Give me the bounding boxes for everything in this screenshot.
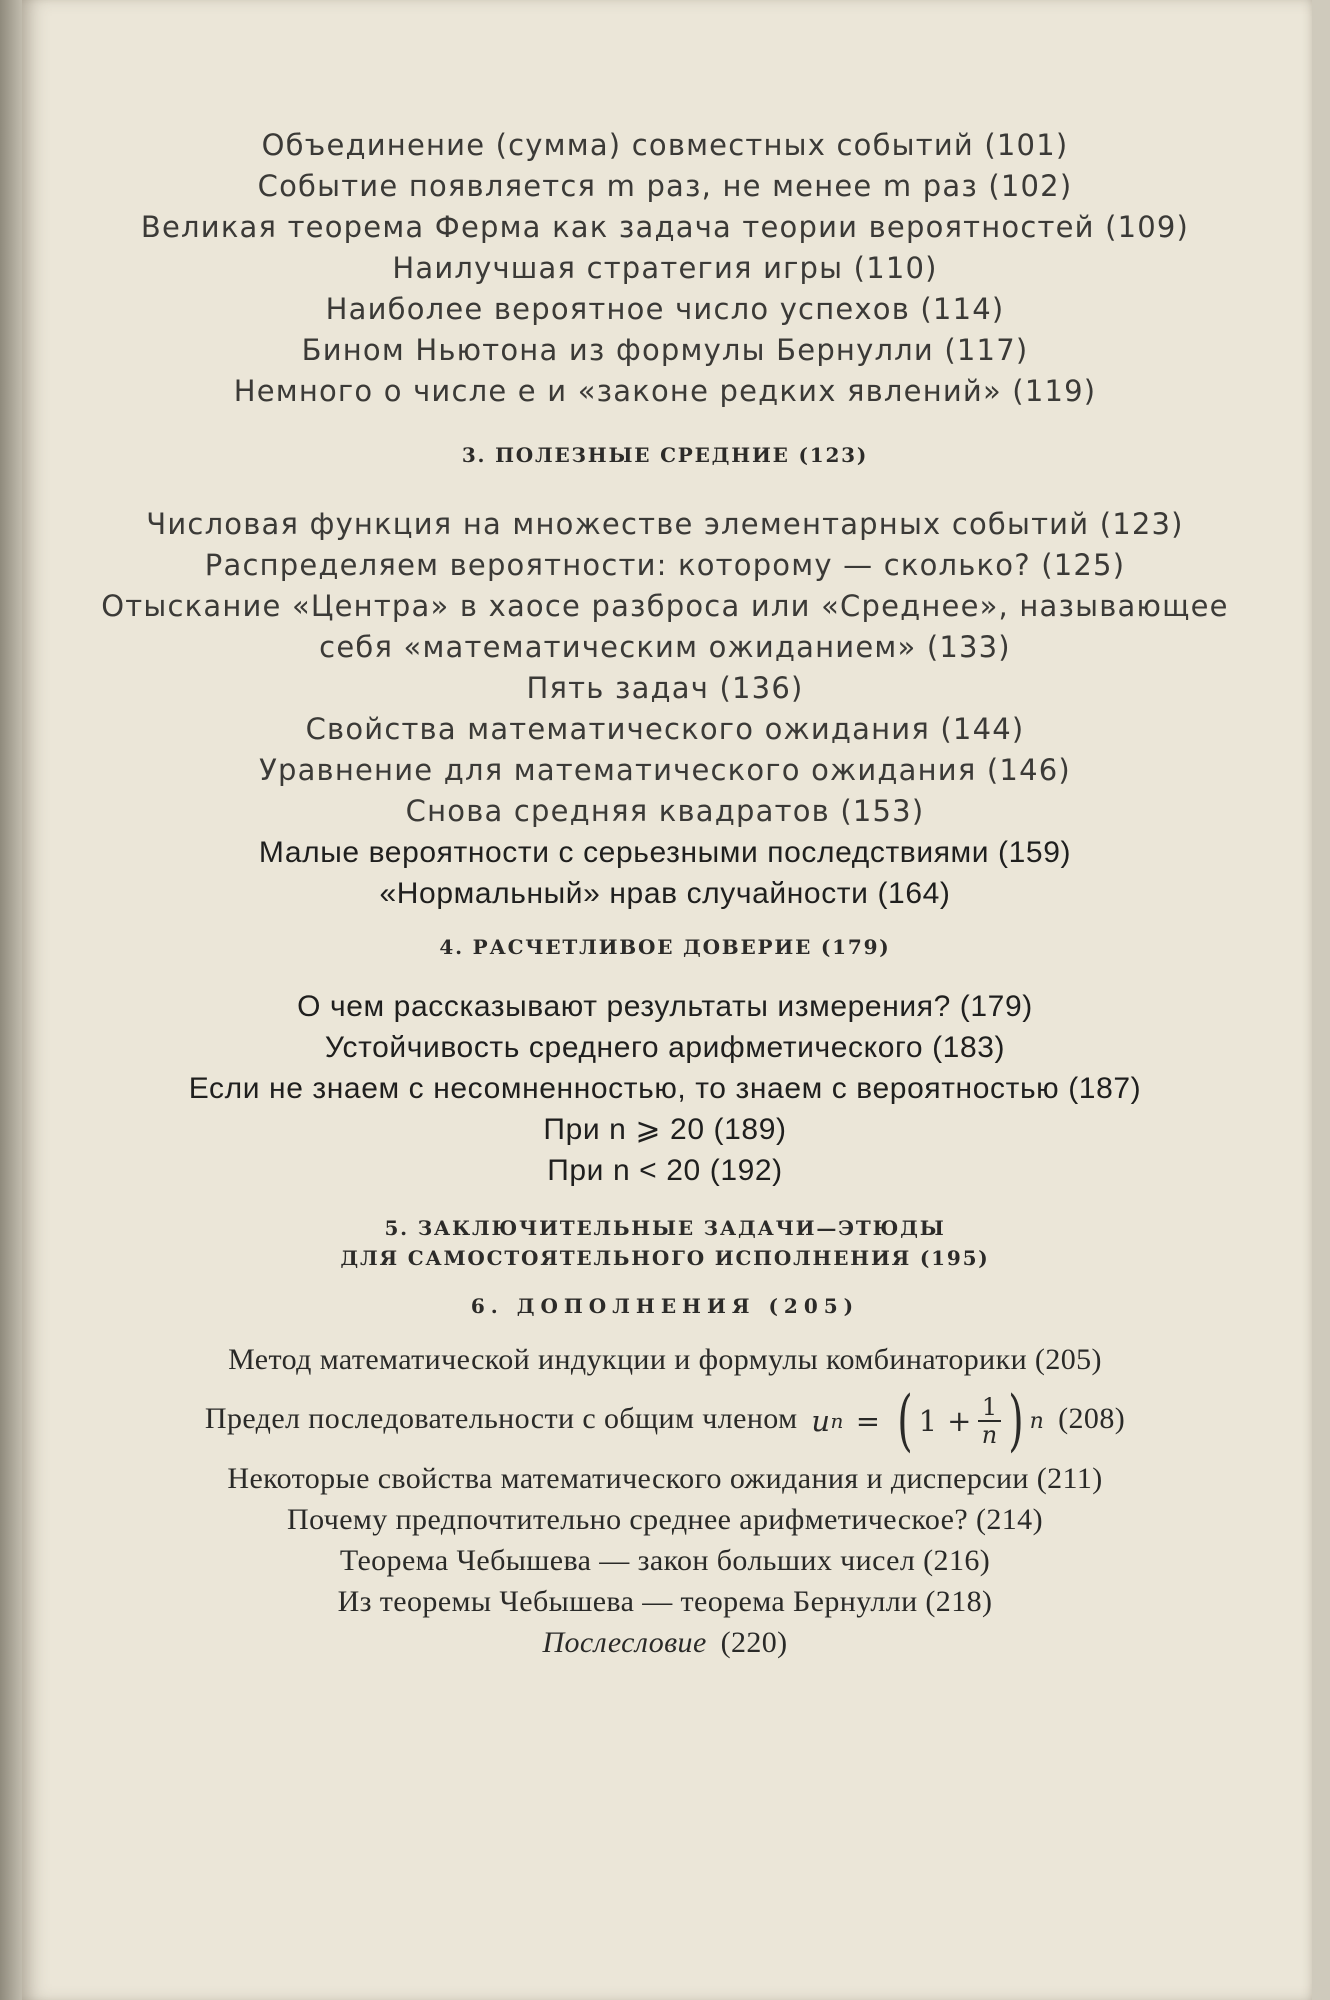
- section-3-entries: [0, 504, 1330, 914]
- section-6-heading: 6. ДОПОЛНЕНИЯ (205): [470, 1294, 860, 1318]
- toc-entry: О чем рассказывают результаты измерения? (179): [297, 990, 1033, 1023]
- toc-entry: Бином Ньютона из формулы Бернулли (117): [301, 333, 1029, 367]
- toc-entry: При n < 20 (192): [547, 1154, 783, 1187]
- toc-entry-formula: [0, 1380, 1330, 1458]
- formula-one-plus: 1 +: [918, 1404, 972, 1439]
- formula-entry-page: (208): [1058, 1402, 1126, 1435]
- afterword-label: Послесловие: [542, 1626, 707, 1659]
- table-of-contents: [0, 125, 1330, 1663]
- formula-fraction: [978, 1394, 1002, 1448]
- toc-entry: Великая теорема Ферма как задача теории вероятностей (109): [140, 210, 1190, 244]
- toc-entry: Снова средняя квадратов (153): [405, 794, 925, 828]
- section-2-entries: [0, 125, 1330, 412]
- section-5-heading-line-1: 5. ЗАКЛЮЧИТЕЛЬНЫЕ ЗАДАЧИ—ЭТЮДЫ: [384, 1216, 946, 1240]
- fraction-denominator: n: [981, 1421, 998, 1450]
- formula-open-paren: (: [897, 1382, 914, 1460]
- section-3-heading: 3. ПОЛЕЗНЫЕ СРЕДНИЕ (123): [461, 443, 869, 467]
- fraction-numerator: 1: [978, 1394, 1002, 1422]
- section-5-heading: [0, 1213, 1330, 1273]
- formula-entry-text: Предел последовательности с общим членом: [204, 1402, 798, 1435]
- sequence-formula: [811, 1381, 1044, 1461]
- section-4-entries: [0, 986, 1330, 1191]
- formula-close-paren: ): [1008, 1382, 1025, 1460]
- toc-entry: Из теоремы Чебышева — теорема Бернулли (218): [337, 1585, 993, 1618]
- section-5-heading-line-2: ДЛЯ САМОСТОЯТЕЛЬНОГО ИСПОЛНЕНИЯ (195): [340, 1246, 990, 1270]
- toc-entry: Малые вероятности с серьезными последствиями (159): [258, 836, 1072, 869]
- toc-entry: При n ⩾ 20 (189): [543, 1113, 787, 1146]
- toc-entry: Некоторые свойства математического ожидания и дисперсии (211): [227, 1462, 1103, 1495]
- formula-lhs-subscript: n: [830, 1409, 844, 1434]
- toc-entry: Пять задач (136): [526, 671, 804, 705]
- toc-entry: Отыскание «Центра» в хаосе разброса или «Среднее», называющее: [101, 589, 1229, 623]
- toc-entry: Распределяем вероятности: которому — сколько? (125): [204, 548, 1126, 582]
- toc-entry: Наиболее вероятное число успехов (114): [325, 292, 1005, 326]
- toc-entry-afterword: [0, 1622, 1330, 1663]
- toc-entry: Почему предпочтительно среднее арифметическое? (214): [287, 1503, 1043, 1536]
- toc-entry: Событие появляется m раз, не менее m раз (102): [257, 169, 1073, 203]
- toc-entry: Метод математической индукции и формулы комбинаторики (205): [228, 1343, 1102, 1376]
- toc-entry: Числовая функция на множестве элементарных событий (123): [146, 507, 1184, 541]
- section-4-heading: 4. РАСЧЕТЛИВОЕ ДОВЕРИЕ (179): [439, 935, 891, 959]
- toc-entry: Устойчивость среднего арифметического (183): [324, 1031, 1006, 1064]
- afterword-page: (220): [720, 1626, 788, 1659]
- formula-lhs: u: [811, 1404, 831, 1439]
- formula-exponent: n: [1029, 1409, 1045, 1435]
- section-6-entries: [0, 1339, 1330, 1663]
- toc-entry: Уравнение для математического ожидания (146): [259, 753, 1071, 787]
- toc-entry: «Нормальный» нрав случайности (164): [379, 877, 951, 910]
- toc-entry: Свойства математического ожидания (144): [305, 712, 1025, 746]
- toc-entry: Если не знаем с несомненностью, то знаем с вероятностью (187): [188, 1072, 1142, 1105]
- toc-entry: Теорема Чебышева — закон больших чисел (216): [339, 1544, 991, 1577]
- toc-entry: Немного о числе e и «законе редких явлений» (119): [233, 374, 1097, 408]
- toc-entry: Наилучшая стратегия игры (110): [392, 251, 938, 285]
- toc-entry: себя «математическим ожиданием» (133): [319, 630, 1011, 664]
- formula-equals: =: [855, 1404, 881, 1439]
- toc-entry: Объединение (сумма) совместных событий (101): [261, 128, 1069, 162]
